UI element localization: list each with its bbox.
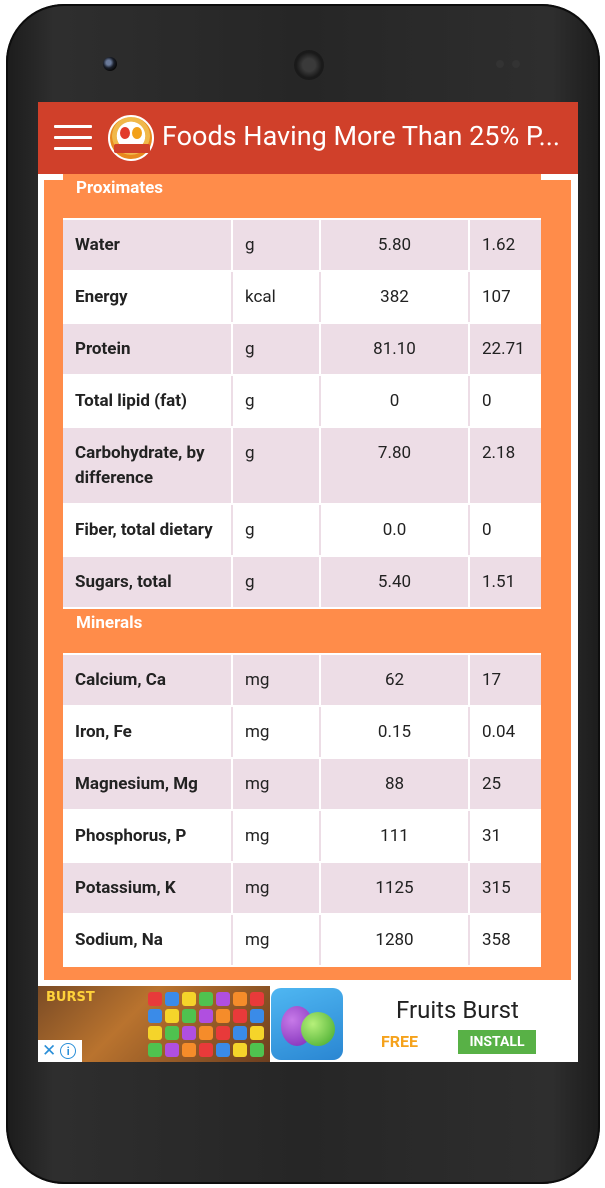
ad-title[interactable]: Fruits Burst	[396, 996, 519, 1024]
menu-line	[54, 125, 92, 128]
unit-cell: mg	[233, 655, 321, 705]
logo-ribbon	[114, 144, 150, 153]
logo-shape	[132, 127, 142, 139]
value-cell: 5.40	[321, 557, 470, 607]
value-cell: 0.15	[321, 707, 470, 757]
per-serving-cell: 0.04	[482, 722, 516, 742]
per-serving-cell: 2.18	[482, 443, 516, 463]
value-cell: 0.0	[321, 505, 470, 555]
gem-shape	[182, 1026, 196, 1040]
gem-shape	[148, 992, 162, 1006]
value-cell: 111	[321, 811, 470, 861]
app-logo-icon	[108, 115, 154, 161]
gem-shape	[216, 992, 230, 1006]
per-serving-cell: 25	[482, 774, 502, 794]
gem-shape	[233, 1026, 247, 1040]
nutrient-name: Protein	[63, 324, 233, 374]
unit-cell: g	[233, 505, 321, 555]
value-cell: 7.80	[321, 428, 470, 503]
ad-controls	[38, 1040, 82, 1062]
gem-shape	[148, 1009, 162, 1023]
unit-cell: mg	[233, 759, 321, 809]
nutrient-name: Sodium, Na	[63, 915, 233, 965]
unit-cell: g	[233, 557, 321, 607]
value-cell: 81.10	[321, 324, 470, 374]
gem-shape	[165, 1009, 179, 1023]
apple-icon	[301, 1012, 335, 1046]
light-sensor	[512, 60, 520, 68]
proximity-sensor	[496, 60, 504, 68]
value-cell: 0	[321, 376, 470, 426]
nutrient-name: Potassium, K	[63, 863, 233, 913]
per-serving-cell: 1.51	[482, 572, 516, 592]
per-serving-cell: 17	[482, 670, 502, 690]
ad-game-logo: BURST	[46, 990, 95, 1005]
nutrient-name: Energy	[63, 272, 233, 322]
table-row	[63, 324, 541, 376]
nutrient-name: Water	[63, 220, 233, 270]
gem-shape	[148, 1026, 162, 1040]
value-cell: 5.80	[321, 220, 470, 270]
unit-cell: kcal	[233, 272, 321, 322]
table-row	[63, 557, 541, 609]
gem-shape	[148, 1043, 162, 1057]
gem-shape	[199, 1026, 213, 1040]
gem-shape	[216, 1043, 230, 1057]
gem-shape	[233, 1009, 247, 1023]
per-serving-cell: 31	[482, 826, 502, 846]
menu-line	[54, 136, 92, 139]
unit-cell: g	[233, 324, 321, 374]
phone-frame	[6, 4, 600, 1184]
section-header: Minerals	[63, 609, 541, 655]
table-row	[63, 376, 541, 428]
per-serving-cell: 0	[482, 520, 492, 540]
gem-shape	[250, 1026, 264, 1040]
table-row	[63, 707, 541, 759]
value-cell: 62	[321, 655, 470, 705]
nutrient-name: Magnesium, Mg	[63, 759, 233, 809]
earpiece-speaker	[294, 50, 324, 80]
page-title: Foods Having More Than 25% P...	[162, 120, 561, 152]
table-row	[63, 915, 541, 967]
value-cell: 382	[321, 272, 470, 322]
logo-shape	[120, 127, 130, 139]
gem-shape	[250, 1043, 264, 1057]
app-bar	[38, 102, 578, 174]
nutrient-name: Calcium, Ca	[63, 655, 233, 705]
gem-shape	[199, 992, 213, 1006]
value-cell: 88	[321, 759, 470, 809]
per-serving-cell: 0	[482, 391, 492, 411]
gem-shape	[165, 1043, 179, 1057]
install-button[interactable]: INSTALL	[458, 1030, 536, 1054]
per-serving-cell: 107	[482, 287, 511, 307]
info-icon[interactable]: i	[60, 1043, 76, 1059]
nutrient-name: Iron, Fe	[63, 707, 233, 757]
nutrition-content[interactable]	[38, 174, 578, 986]
close-icon[interactable]: ✕	[42, 1041, 57, 1061]
nutrient-name: Carbohydrate, by difference	[63, 428, 233, 503]
table-row	[63, 505, 541, 557]
per-serving-cell: 22.71	[482, 339, 525, 359]
gem-shape	[233, 992, 247, 1006]
nutrient-name: Total lipid (fat)	[63, 376, 233, 426]
ad-banner[interactable]	[38, 986, 578, 1062]
gem-shape	[165, 1026, 179, 1040]
gem-shape	[182, 1009, 196, 1023]
fruits-app-icon[interactable]	[271, 988, 343, 1060]
nutrient-name: Phosphorus, P	[63, 811, 233, 861]
table-row	[63, 811, 541, 863]
unit-cell: mg	[233, 863, 321, 913]
gem-shape	[165, 992, 179, 1006]
per-serving-cell: 1.62	[482, 235, 516, 255]
nutrient-name: Sugars, total	[63, 557, 233, 607]
gem-shape	[216, 1009, 230, 1023]
unit-cell: g	[233, 376, 321, 426]
gem-shape	[250, 1009, 264, 1023]
unit-cell: g	[233, 220, 321, 270]
per-serving-cell: 315	[482, 878, 511, 898]
table-row	[63, 272, 541, 324]
gem-shape	[250, 992, 264, 1006]
value-cell: 1125	[321, 863, 470, 913]
ad-price: FREE	[381, 1032, 419, 1051]
front-camera	[103, 57, 117, 71]
hamburger-menu-icon[interactable]	[54, 125, 92, 151]
gem-shape	[182, 1043, 196, 1057]
menu-line	[54, 147, 92, 150]
table-row	[63, 759, 541, 811]
gem-shape	[182, 992, 196, 1006]
gem-shape	[199, 1009, 213, 1023]
table-row	[63, 863, 541, 915]
section-header: Proximates	[63, 174, 541, 220]
per-serving-cell: 358	[482, 930, 511, 950]
gem-shape	[199, 1043, 213, 1057]
unit-cell: mg	[233, 811, 321, 861]
gem-shape	[233, 1043, 247, 1057]
nutrient-table	[63, 174, 541, 967]
table-row	[63, 655, 541, 707]
unit-cell: g	[233, 428, 321, 503]
table-row	[63, 220, 541, 272]
gem-shape	[216, 1026, 230, 1040]
unit-cell: mg	[233, 915, 321, 965]
unit-cell: mg	[233, 707, 321, 757]
nutrient-name: Fiber, total dietary	[63, 505, 233, 555]
screen	[38, 102, 578, 1062]
value-cell: 1280	[321, 915, 470, 965]
table-row	[63, 428, 541, 505]
